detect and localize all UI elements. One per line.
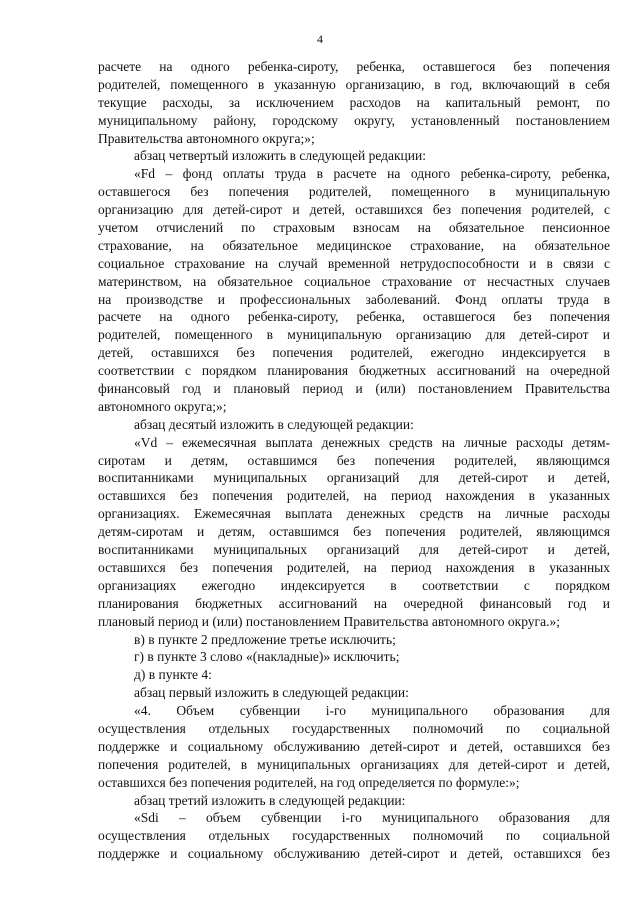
text-line: расчете на одного ребенка-сироту, ребенка, оставшегося без попечения [98, 59, 610, 74]
text-line: абзац четвертый изложить в следующей редакции: [134, 148, 426, 164]
text-line: страхование, на обязательное медицинское страхование, на обязательное [98, 237, 610, 253]
text-line: Правительства автономного округа;»; [98, 130, 315, 146]
text-line: социальное страхование на случай временной нетрудоспособности и в связи с [98, 255, 610, 271]
text-line: осуществления отдельных государственных полномочий по социальной [98, 828, 610, 844]
text-line: оставшихся без попечения родителей, на период нахождения в указанных [98, 488, 610, 504]
text-line: г) в пункте 3 слово «(накладные)» исключить; [134, 649, 400, 665]
text-line: организацию для детей-сирот и детей, оставшихся без попечения родителей, с [98, 202, 610, 218]
text-line: муниципальному району, городскому округу, установленный постановлением [98, 112, 610, 128]
text-line: оставшегося без попечения родителей, помещенного в муниципальную [98, 184, 610, 200]
text-line: в) в пункте 2 предложение третье исключить; [134, 631, 396, 647]
text-line: плановый период и (или) постановлением Правительства автономного округа.»; [98, 613, 560, 629]
text-line: «Vd – ежемесячная выплата денежных средств на личные расходы детям- [134, 434, 610, 450]
text-line: учетом отчислений по страховым взносам на обязательное пенсионное [98, 220, 610, 236]
text-line: абзац третий изложить в следующей редакции: [134, 792, 406, 808]
text-line: абзац первый изложить в следующей редакции: [134, 685, 409, 701]
text-line: родителей, помещенного в указанную организацию, в год, включающий в себя [98, 76, 610, 92]
text-line: планирования бюджетных ассигнований на очередной финансовый год и [98, 595, 610, 611]
text-line: автономного округа;»; [98, 398, 227, 414]
text-line: детей, оставшихся без попечения родителей, ежегодно индексируется в [98, 345, 610, 361]
document-body [98, 58, 610, 863]
text-line: воспитанниками муниципальных организаций для детей-сирот и детей, [98, 542, 610, 558]
text-line: соответствии с порядком планирования бюджетных ассигнований на очередной [98, 363, 610, 379]
text-line: сиротам и детям, оставшимся без попечения родителей, являющимся [98, 452, 610, 468]
text-line: попечения родителей, в муниципальных организациях для детей-сирот и детей, [98, 756, 610, 772]
text-line: осуществления отдельных государственных полномочий по социальной [98, 720, 610, 736]
text-line: финансовый год и плановый период и (или) постановлением Правительства [98, 381, 610, 397]
text-line: оставшихся без попечения родителей, на год определяется по формуле:»; [98, 774, 520, 790]
text-line: детям-сиротам и детям, оставшимся без попечения родителей, являющимся [98, 524, 610, 540]
text-line: «Sdi – объем субвенции i-го муниципального образования для [134, 810, 610, 826]
text-line: расчете на одного ребенка-сироту, ребенка, оставшегося без попечения [98, 309, 610, 325]
text-line: «Fd – фонд оплаты труда в расчете на одного ребенка-сироту, ребенка, [134, 166, 610, 182]
text-line: воспитанниками муниципальных организаций для детей-сирот и детей, [98, 470, 610, 486]
text-line: материнством, на обязательное социальное страхование от несчастных случаев [98, 273, 610, 289]
text-line: поддержке и социальному обслуживанию детей-сирот и детей, оставшихся без [98, 846, 610, 862]
text-line: д) в пункте 4: [134, 667, 212, 683]
text-line: оставшихся без попечения родителей, на период нахождения в указанных [98, 559, 610, 575]
text-line: на производстве и профессиональных заболеваний. Фонд оплаты труда в [98, 291, 610, 307]
text-line: абзац десятый изложить в следующей редакции: [134, 416, 414, 432]
page-number: 4 [317, 32, 323, 46]
text-line: «4. Объем субвенции i-го муниципального образования для [134, 703, 610, 719]
text-line: организациях ежегодно индексируется в соответствии с порядком [98, 577, 610, 593]
text-line: организациях. Ежемесячная выплата денежных средств на личные расходы [98, 506, 610, 522]
text-line: родителей, помещенного в муниципальную организацию для детей-сирот и [98, 327, 610, 343]
text-line: поддержке и социальному обслуживанию детей-сирот и детей, оставшихся без [98, 738, 610, 754]
text-line: текущие расходы, за исключением расходов на капитальный ремонт, по [98, 94, 610, 110]
